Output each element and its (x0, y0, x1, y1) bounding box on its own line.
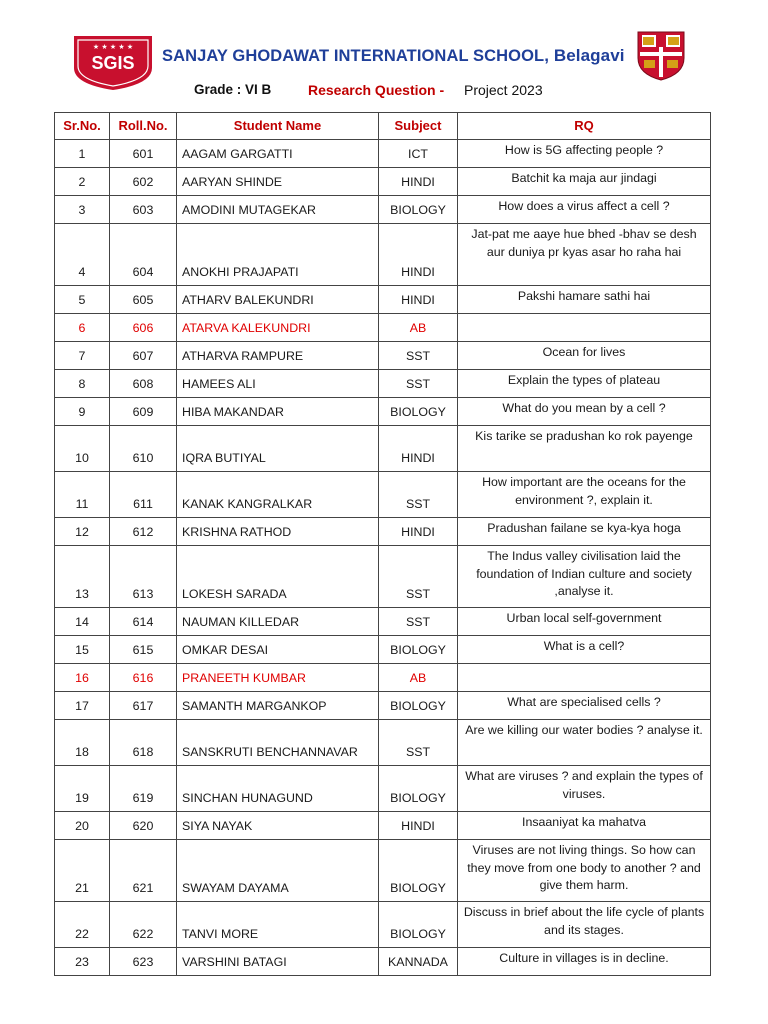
cell-rollno: 615 (110, 636, 177, 664)
cell-rollno: 620 (110, 812, 177, 840)
cell-rollno: 623 (110, 948, 177, 976)
cell-subject: HINDI (379, 286, 458, 314)
cell-rq (458, 314, 711, 342)
cell-student-name: PRANEETH KUMBAR (177, 664, 379, 692)
grade-label: Grade : VI B (194, 82, 272, 97)
school-city: , Belagavi (544, 46, 625, 65)
cell-student-name: SIYA NAYAK (177, 812, 379, 840)
cell-rq: Discuss in brief about the life cycle of plants and its stages. (458, 902, 711, 948)
table-row (55, 664, 711, 692)
cell-student-name: SAMANTH MARGANKOP (177, 692, 379, 720)
cell-srno: 4 (55, 224, 110, 286)
students-table (54, 112, 711, 976)
cell-srno: 5 (55, 286, 110, 314)
cell-rq: The Indus valley civilisation laid the foundation of Indian culture and society ,analyse it. (458, 546, 711, 608)
table-row (55, 140, 711, 168)
cell-subject: BIOLOGY (379, 692, 458, 720)
cell-rq: Jat-pat me aaye hue bhed -bhav se desh aur duniya pr kyas asar ho raha hai (458, 224, 711, 286)
table-row (55, 840, 711, 902)
cell-rq: Insaaniyat ka mahatva (458, 812, 711, 840)
cell-subject: HINDI (379, 426, 458, 472)
table-row (55, 286, 711, 314)
cell-rollno: 608 (110, 370, 177, 398)
svg-text:★ ★ ★ ★ ★: ★ ★ ★ ★ ★ (92, 43, 134, 51)
cell-rollno: 609 (110, 398, 177, 426)
school-title (162, 46, 632, 66)
school-name: SANJAY GHODAWAT INTERNATIONAL SCHOOL (162, 47, 545, 65)
cell-rollno: 603 (110, 196, 177, 224)
table-row (55, 168, 711, 196)
table-row (55, 518, 711, 546)
cell-rq: Kis tarike se pradushan ko rok payenge (458, 426, 711, 472)
table-row (55, 342, 711, 370)
cell-rollno: 605 (110, 286, 177, 314)
logo-text: SGIS (91, 53, 135, 73)
cell-rq: Pakshi hamare sathi hai (458, 286, 711, 314)
cell-rq: How does a virus affect a cell ? (458, 196, 711, 224)
cell-subject: SST (379, 546, 458, 608)
cell-srno: 18 (55, 720, 110, 766)
cell-subject: KANNADA (379, 948, 458, 976)
cell-student-name: LOKESH SARADA (177, 546, 379, 608)
table-row (55, 472, 711, 518)
table-row (55, 608, 711, 636)
table-row (55, 196, 711, 224)
table-body (55, 140, 711, 976)
cell-student-name: KANAK KANGRALKAR (177, 472, 379, 518)
table-row (55, 370, 711, 398)
cell-srno: 21 (55, 840, 110, 902)
cell-rq: Urban local self-government (458, 608, 711, 636)
table-row (55, 546, 711, 608)
cell-srno: 11 (55, 472, 110, 518)
cell-student-name: ANOKHI PRAJAPATI (177, 224, 379, 286)
table-row (55, 692, 711, 720)
table-row (55, 224, 711, 286)
cell-rq (458, 664, 711, 692)
cell-rollno: 614 (110, 608, 177, 636)
cell-subject: BIOLOGY (379, 398, 458, 426)
cell-subject: BIOLOGY (379, 902, 458, 948)
cell-srno: 23 (55, 948, 110, 976)
research-question-label: Research Question - (308, 82, 445, 98)
cell-srno: 22 (55, 902, 110, 948)
column-header-rq: RQ (458, 113, 711, 140)
cell-rollno: 617 (110, 692, 177, 720)
cell-rollno: 619 (110, 766, 177, 812)
cell-srno: 1 (55, 140, 110, 168)
cell-subject: BIOLOGY (379, 766, 458, 812)
cell-srno: 13 (55, 546, 110, 608)
column-header-subject: Subject (379, 113, 458, 140)
cell-rq: What are specialised cells ? (458, 692, 711, 720)
cell-srno: 10 (55, 426, 110, 472)
table-row (55, 948, 711, 976)
cell-rollno: 621 (110, 840, 177, 902)
cell-subject: BIOLOGY (379, 840, 458, 902)
cell-rollno: 607 (110, 342, 177, 370)
cell-rq: Ocean for lives (458, 342, 711, 370)
cell-rollno: 613 (110, 546, 177, 608)
cell-student-name: ATHARV BALEKUNDRI (177, 286, 379, 314)
cell-subject: BIOLOGY (379, 636, 458, 664)
cell-rq: How is 5G affecting people ? (458, 140, 711, 168)
cell-srno: 2 (55, 168, 110, 196)
cell-rq: Culture in villages is in decline. (458, 948, 711, 976)
cell-student-name: HAMEES ALI (177, 370, 379, 398)
table-row (55, 902, 711, 948)
cell-subject: SST (379, 472, 458, 518)
cell-srno: 8 (55, 370, 110, 398)
cell-student-name: SANSKRUTI BENCHANNAVAR (177, 720, 379, 766)
cell-student-name: SWAYAM DAYAMA (177, 840, 379, 902)
cell-srno: 14 (55, 608, 110, 636)
cell-rollno: 601 (110, 140, 177, 168)
table-row (55, 720, 711, 766)
cell-student-name: TANVI MORE (177, 902, 379, 948)
cell-rq: Batchit ka maja aur jindagi (458, 168, 711, 196)
cell-student-name: SINCHAN HUNAGUND (177, 766, 379, 812)
cell-srno: 20 (55, 812, 110, 840)
cell-rq: What are viruses ? and explain the types of viruses. (458, 766, 711, 812)
table-row (55, 398, 711, 426)
table-row (55, 636, 711, 664)
cell-srno: 16 (55, 664, 110, 692)
cell-student-name: KRISHNA RATHOD (177, 518, 379, 546)
cell-subject: ICT (379, 140, 458, 168)
sgis-logo (68, 34, 158, 92)
cell-subject: SST (379, 342, 458, 370)
cell-rollno: 618 (110, 720, 177, 766)
cell-rq: Are we killing our water bodies ? analyse it. (458, 720, 711, 766)
cell-student-name: ATHARVA RAMPURE (177, 342, 379, 370)
cell-rq: What is a cell? (458, 636, 711, 664)
table-row (55, 766, 711, 812)
cell-rollno: 604 (110, 224, 177, 286)
cell-rq: Viruses are not living things. So how can they move from one body to another ? and give them harm. (458, 840, 711, 902)
project-label: Project 2023 (464, 82, 543, 98)
column-header-rollno: Roll.No. (110, 113, 177, 140)
cell-student-name: NAUMAN KILLEDAR (177, 608, 379, 636)
cell-rollno: 611 (110, 472, 177, 518)
cell-student-name: HIBA MAKANDAR (177, 398, 379, 426)
cell-subject: HINDI (379, 168, 458, 196)
cell-subject: SST (379, 370, 458, 398)
crest-logo (636, 30, 686, 82)
cell-rq: How important are the oceans for the environment ?, explain it. (458, 472, 711, 518)
cell-rq: Explain the types of plateau (458, 370, 711, 398)
cell-student-name: AARYAN SHINDE (177, 168, 379, 196)
table-row (55, 426, 711, 472)
cell-subject: HINDI (379, 224, 458, 286)
cell-srno: 19 (55, 766, 110, 812)
cell-subject: SST (379, 608, 458, 636)
table-row (55, 812, 711, 840)
column-header-student-name: Student Name (177, 113, 379, 140)
table-header-row (55, 113, 711, 140)
cell-subject: BIOLOGY (379, 196, 458, 224)
cell-srno: 9 (55, 398, 110, 426)
cell-student-name: OMKAR DESAI (177, 636, 379, 664)
cell-subject: HINDI (379, 812, 458, 840)
cell-student-name: VARSHINI BATAGI (177, 948, 379, 976)
cell-srno: 7 (55, 342, 110, 370)
cell-srno: 15 (55, 636, 110, 664)
cell-rollno: 612 (110, 518, 177, 546)
cell-rollno: 606 (110, 314, 177, 342)
cell-student-name: IQRA BUTIYAL (177, 426, 379, 472)
column-header-srno: Sr.No. (55, 113, 110, 140)
cell-subject: AB (379, 664, 458, 692)
cell-srno: 6 (55, 314, 110, 342)
cell-rq: What do you mean by a cell ? (458, 398, 711, 426)
cell-rollno: 622 (110, 902, 177, 948)
cell-subject: HINDI (379, 518, 458, 546)
cell-subject: SST (379, 720, 458, 766)
cell-rq: Pradushan failane se kya-kya hoga (458, 518, 711, 546)
cell-student-name: ATARVA KALEKUNDRI (177, 314, 379, 342)
cell-rollno: 610 (110, 426, 177, 472)
cell-rollno: 616 (110, 664, 177, 692)
table-row (55, 314, 711, 342)
cell-subject: AB (379, 314, 458, 342)
cell-srno: 17 (55, 692, 110, 720)
cell-student-name: AAGAM GARGATTI (177, 140, 379, 168)
cell-student-name: AMODINI MUTAGEKAR (177, 196, 379, 224)
cell-srno: 3 (55, 196, 110, 224)
cell-srno: 12 (55, 518, 110, 546)
cell-rollno: 602 (110, 168, 177, 196)
